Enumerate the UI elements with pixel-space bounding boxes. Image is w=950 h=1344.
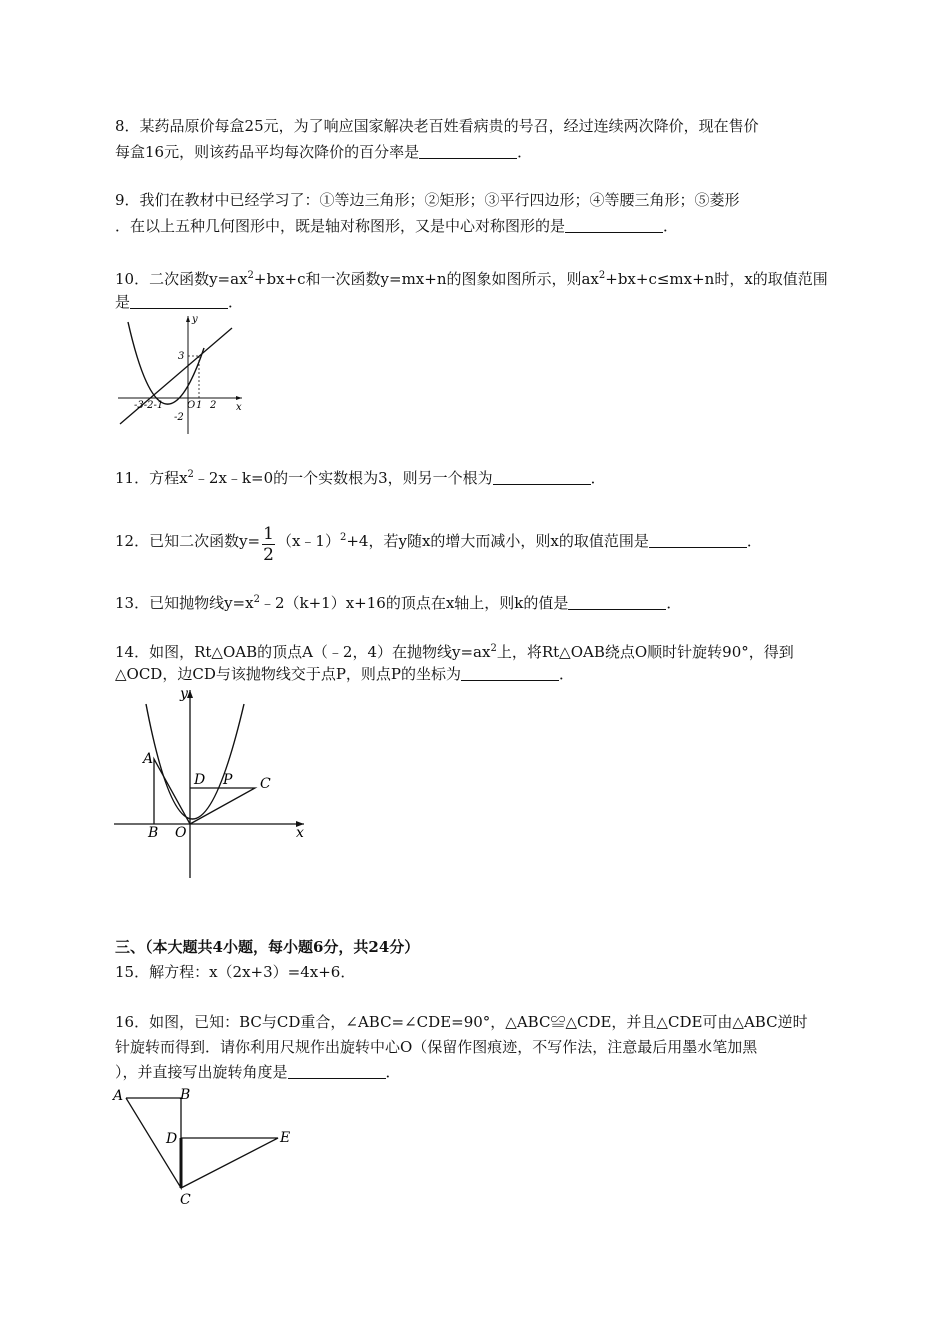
period: ． [666, 594, 682, 612]
period: ． [746, 532, 762, 550]
q14-line1 [115, 639, 794, 662]
point-a-label: A [113, 1088, 124, 1104]
q16-figure [108, 1082, 308, 1212]
point-a-label: A [143, 751, 154, 767]
superscript: 2 [339, 532, 347, 543]
q11-text-a: 11．方程x [115, 469, 188, 487]
answer-blank[interactable] [461, 666, 559, 681]
q13-text-a: 13．已知抛物线y=x [115, 594, 254, 612]
q11-line [115, 465, 606, 488]
q13-text-b: ﹣2（k+1）x+16的顶点在x轴上，则k的值是 [259, 594, 569, 612]
tick-neg2: -2 [174, 412, 184, 423]
period: ． [385, 1063, 401, 1081]
q10-figure [110, 312, 250, 442]
q8-line1: 8．某药品原价每盒25元，为了响应国家解决老百姓看病贵的号召，经过连续两次降价，现在售价 [115, 117, 759, 135]
fraction-denominator: 2 [263, 545, 274, 565]
q10-text-a: 10．二次函数y=ax [115, 270, 248, 288]
q8-text: 每盒16元，则该药品平均每次降价的百分率是 [115, 143, 420, 161]
fraction [262, 524, 275, 565]
q11-text-b: ﹣2x﹣k=0的一个实数根为3，则另一个根为 [193, 469, 493, 487]
q9-line1: 9．我们在教材中已经学习了：①等边三角形；②矩形；③平行四边形；④等腰三角形；⑤菱形 [115, 191, 740, 209]
point-c-label: C [260, 776, 271, 792]
q10-line2 [115, 292, 243, 312]
point-p-label: P [223, 772, 233, 788]
q16-line3 [115, 1062, 401, 1082]
period: ． [228, 293, 244, 311]
q8-line2 [115, 142, 532, 162]
q16-line2: 针旋转而得到．请你利用尺规作出旋转中心O（保留作图痕迹，不写作法，注意最后用墨水笔加黑 [115, 1038, 758, 1056]
q15-line: 15．解方程：x（2x+3）=4x+6． [115, 963, 356, 981]
q12-text-b: （x﹣1） [276, 532, 340, 550]
point-b-label: B [148, 825, 159, 841]
point-e-label: E [280, 1130, 291, 1146]
q12-text-c: +4，若y随x的增大而减小，则x的取值范围是 [346, 532, 649, 550]
answer-blank[interactable] [288, 1064, 386, 1079]
q9-line2 [115, 216, 678, 236]
q14-text-a: 14．如图，Rt△OAB的顶点A（﹣2，4）在抛物线y=ax [115, 643, 491, 661]
point-b-label: B [180, 1087, 191, 1103]
point-d-label: D [166, 1131, 178, 1147]
q10-text-c: +bx+c≤mx+n时，x的取值范围 [605, 270, 828, 288]
q10-text-d: 是 [115, 293, 131, 311]
superscript: 2 [187, 469, 194, 480]
q10-text-b: +bx+c和一次函数y=mx+n的图象如图所示，则ax [253, 270, 599, 288]
q12-line [115, 524, 762, 565]
period: ． [663, 217, 679, 235]
tick-labels: -3-2-1 [134, 400, 164, 411]
y-axis-label: y [180, 686, 188, 702]
q16-text-c: ），并直接写出旋转角度是 [115, 1063, 288, 1081]
fraction-numerator: 1 [263, 524, 274, 544]
tick-3: 3 [178, 351, 185, 362]
q9-text: ．在以上五种几何图形中，既是轴对称图形，又是中心对称图形的是 [115, 217, 566, 235]
superscript: 2 [598, 270, 606, 281]
answer-blank[interactable] [568, 595, 666, 610]
q13-line [115, 590, 681, 613]
tick-1: 1 [196, 400, 203, 411]
answer-blank[interactable] [565, 218, 663, 233]
answer-blank[interactable] [649, 533, 747, 548]
q10-line1 [115, 266, 828, 289]
superscript: 2 [247, 270, 254, 281]
q14-text-b: 上，将Rt△OAB绕点O顺时针旋转90°，得到 [496, 643, 794, 661]
tick-2: 2 [210, 400, 217, 411]
point-c-label: C [180, 1192, 191, 1208]
answer-blank[interactable] [493, 470, 591, 485]
section-heading: 三、（本大题共4小题，每小题6分，共24分） [115, 938, 420, 956]
x-axis-label: x [236, 402, 242, 413]
q12-text-a: 12．已知二次函数y= [115, 532, 261, 550]
answer-blank[interactable] [130, 294, 228, 309]
q14-figure [110, 684, 310, 880]
superscript: 2 [253, 594, 260, 605]
origin-label: O [187, 400, 196, 411]
answer-blank[interactable] [419, 144, 517, 159]
point-o-label: O [175, 825, 187, 841]
period: ． [517, 143, 533, 161]
y-axis-label: y [192, 314, 198, 325]
superscript: 2 [490, 643, 497, 654]
x-axis-label: x [296, 825, 304, 841]
period: ． [590, 469, 606, 487]
q16-line1: 16．如图，已知：BC与CD重合，∠ABC=∠CDE=90°，△ABC≌△CDE，并且△CDE可由△ABC逆时 [115, 1013, 808, 1031]
q14-line2 [115, 664, 574, 684]
period: ． [559, 665, 575, 683]
q14-text-c: △OCD，边CD与该抛物线交于点P，则点P的坐标为 [115, 665, 462, 683]
point-d-label: D [194, 772, 206, 788]
